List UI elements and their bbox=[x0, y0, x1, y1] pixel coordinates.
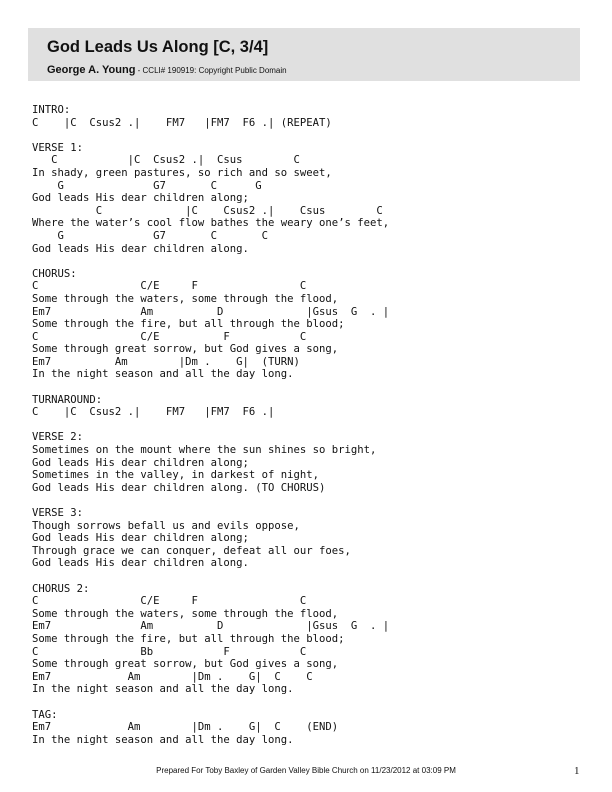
song-title: God Leads Us Along [C, 3/4] bbox=[47, 38, 269, 56]
song-header bbox=[28, 28, 580, 81]
sheet-line: C |C Csus2 .| Csus C bbox=[32, 204, 383, 217]
sheet-line: G G7 C G bbox=[32, 179, 262, 192]
song-credits bbox=[47, 60, 287, 78]
sheet-line: CHORUS: bbox=[32, 267, 77, 280]
sheet-line: C C/E F C bbox=[32, 280, 307, 293]
sheet-line: Where the water’s cool flow bathes the weary one’s feet, bbox=[32, 217, 390, 230]
sheet-line: Sometimes on the mount where the sun shines so bright, bbox=[32, 444, 377, 457]
song-author: George A. Young bbox=[47, 64, 136, 76]
sheet-line: G G7 C C bbox=[32, 229, 268, 242]
sheet-line bbox=[32, 494, 389, 507]
footer-prepared-for: Prepared For Toby Baxley of Garden Valley Bible Church on 11/23/2012 at 03:09 PM bbox=[156, 766, 456, 775]
sheet-line: TAG: bbox=[32, 708, 58, 721]
sheet-line: God leads His dear children along; bbox=[32, 192, 249, 205]
sheet-line: Em7 Am |Dm . G| C (END) bbox=[32, 721, 339, 734]
sheet-line: TURNAROUND: bbox=[32, 393, 103, 406]
sheet-line: C |C Csus2 .| Csus C bbox=[32, 154, 300, 167]
sheet-line: God leads His dear children along. bbox=[32, 557, 249, 570]
sheet-line: VERSE 1: bbox=[32, 141, 84, 154]
sheet-line: Sometimes in the valley, in darkest of night, bbox=[32, 469, 320, 482]
sheet-line bbox=[32, 419, 389, 432]
page-number: 1 bbox=[574, 765, 580, 777]
sheet-line: C Bb F C bbox=[32, 645, 307, 658]
sheet-line: In the night season and all the day long. bbox=[32, 368, 294, 381]
sheet-line: God leads His dear children along. (TO CHORUS) bbox=[32, 481, 326, 494]
sheet-line: God leads His dear children along. bbox=[32, 242, 249, 255]
sheet-line: God leads His dear children along; bbox=[32, 532, 249, 545]
sheet-line: Some through the waters, some through the flood, bbox=[32, 292, 339, 305]
sheet-line: Em7 Am |Dm . G| C C bbox=[32, 670, 313, 683]
sheet-line: C |C Csus2 .| FM7 |FM7 F6 .| (REPEAT) bbox=[32, 116, 332, 129]
sheet-line: God leads His dear children along; bbox=[32, 456, 249, 469]
sheet-line: Through grace we can conquer, defeat all our foes, bbox=[32, 544, 351, 557]
sheet-line: In the night season and all the day long. bbox=[32, 733, 294, 746]
sheet-line: C C/E F C bbox=[32, 330, 307, 343]
ccli-copyright: - CCLI# 190919: Copyright Public Domain bbox=[135, 66, 287, 75]
sheet-line bbox=[32, 570, 389, 583]
sheet-line: C C/E F C bbox=[32, 595, 307, 608]
sheet-line: C |C Csus2 .| FM7 |FM7 F6 .| bbox=[32, 406, 275, 419]
sheet-line: Em7 Am D |Gsus G . | bbox=[32, 620, 390, 633]
sheet-line bbox=[32, 696, 389, 709]
sheet-line: Some through great sorrow, but God gives a song, bbox=[32, 343, 339, 356]
sheet-line: Some through the waters, some through the flood, bbox=[32, 607, 339, 620]
chord-sheet bbox=[32, 104, 389, 746]
sheet-line: Some through the fire, but all through the blood; bbox=[32, 632, 345, 645]
sheet-line: INTRO: bbox=[32, 104, 71, 116]
sheet-line: VERSE 3: bbox=[32, 507, 84, 519]
sheet-line bbox=[32, 255, 389, 268]
sheet-line: VERSE 2: bbox=[32, 431, 84, 444]
sheet-line: Em7 Am D |Gsus G . | bbox=[32, 305, 390, 318]
sheet-line: In the night season and all the day long. bbox=[32, 683, 294, 696]
sheet-line: CHORUS 2: bbox=[32, 582, 90, 595]
sheet-line bbox=[32, 129, 389, 142]
sheet-line: Though sorrows befall us and evils oppose, bbox=[32, 519, 300, 532]
sheet-line bbox=[32, 381, 389, 394]
sheet-line: Some through the fire, but all through the blood; bbox=[32, 318, 345, 331]
sheet-line: In shady, green pastures, so rich and so sweet, bbox=[32, 166, 332, 179]
sheet-line: Em7 Am |Dm . G| (TURN) bbox=[32, 355, 300, 368]
sheet-line: Some through great sorrow, but God gives a song, bbox=[32, 658, 339, 671]
